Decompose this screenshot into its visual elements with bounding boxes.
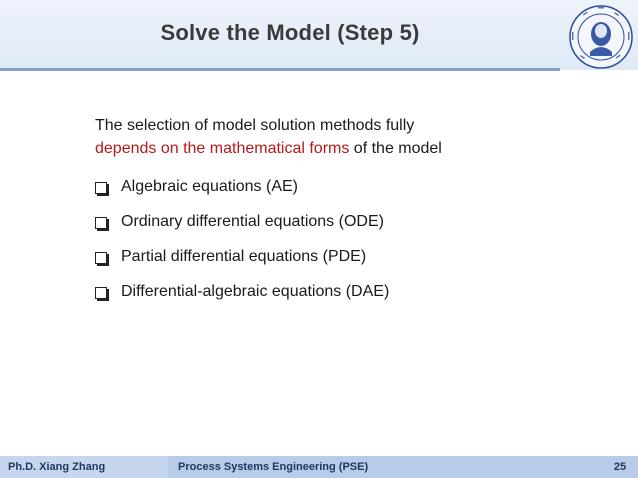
checkbox-bullet-icon bbox=[95, 217, 107, 229]
intro-line: The selection of model solution methods fully bbox=[95, 117, 415, 134]
university-seal-icon bbox=[568, 4, 634, 70]
intro-tail: of the model bbox=[349, 140, 442, 157]
intro-highlight: depends on the mathematical forms bbox=[95, 140, 350, 157]
footer-author: Ph.D. Xiang Zhang bbox=[0, 456, 168, 478]
slide-footer bbox=[0, 456, 638, 478]
list-item-label: Partial differential equations (PDE) bbox=[121, 248, 367, 265]
list-item bbox=[95, 248, 575, 283]
list-item bbox=[95, 213, 575, 248]
list-item-label: Differential-algebraic equations (DAE) bbox=[121, 283, 390, 300]
intro-paragraph bbox=[95, 114, 565, 160]
footer-course: Process Systems Engineering (PSE) bbox=[168, 456, 602, 478]
slide-title: Solve the Model (Step 5) bbox=[160, 20, 420, 45]
page-number: 25 bbox=[602, 456, 638, 478]
intro-line-2 bbox=[95, 137, 565, 160]
list-item bbox=[95, 283, 575, 318]
checkbox-bullet-icon bbox=[95, 252, 107, 264]
checkbox-bullet-icon bbox=[95, 287, 107, 299]
equation-type-list bbox=[95, 178, 575, 318]
list-item bbox=[95, 178, 575, 213]
list-item-label: Algebraic equations (AE) bbox=[121, 178, 298, 195]
checkbox-bullet-icon bbox=[95, 182, 107, 194]
list-item-label: Ordinary differential equations (ODE) bbox=[121, 213, 384, 230]
header-divider bbox=[0, 68, 560, 71]
